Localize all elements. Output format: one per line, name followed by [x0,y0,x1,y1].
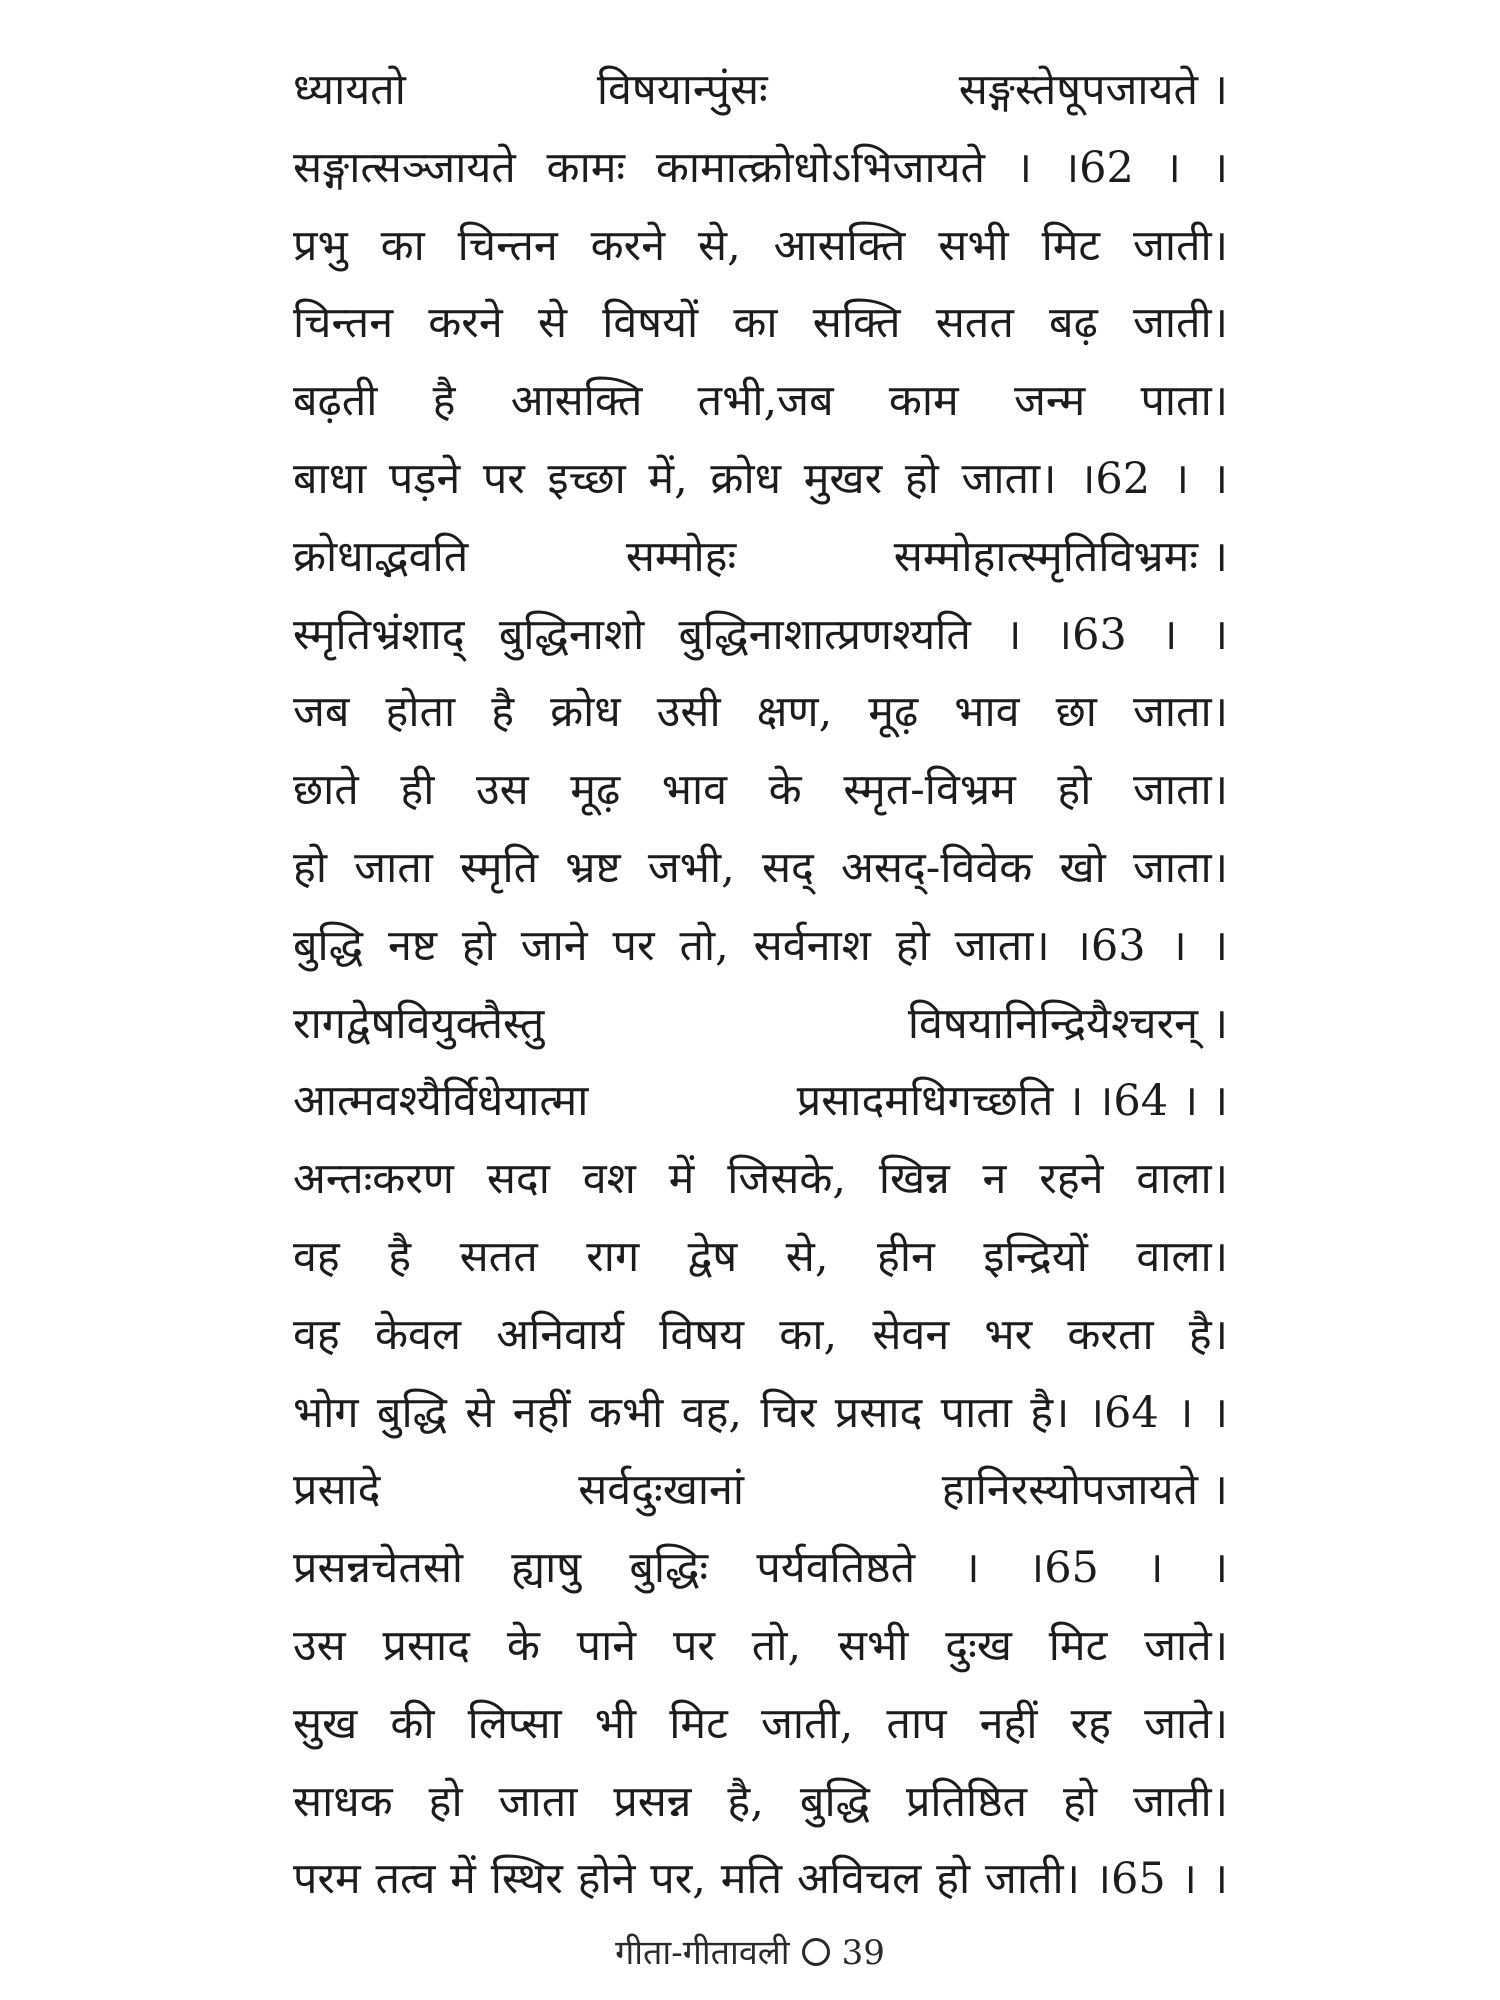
translation-63-line-3: हो जाता स्मृति भ्रष्ट जभी, सद् असद्-विवेक खो जाता। [293,842,1228,893]
shloka-word: हानिरस्योपजायते । [941,1465,1228,1516]
circle-icon [802,1938,830,1966]
shloka-word: क्रोधाद्भवति [293,531,469,582]
translation-63-line-4: बुद्धि नष्ट हो जाने पर तो, सर्वनाश हो जाता। ।63 । । [293,920,1228,971]
translation-63-line-1: जब होता है क्रोध उसी क्षण, मूढ़ भाव छा जाता। [293,687,1228,738]
translation-62-line-2: चिन्तन करने से विषयों का सक्ति सतत बढ़ जाती। [293,298,1228,349]
translation-65-line-3: साधक हो जाता प्रसन्न है, बुद्धि प्रतिष्ठित हो जाती। [293,1776,1228,1827]
shloka-word: सम्मोहात्स्मृतिविभ्रमः । [893,531,1228,582]
translation-65-line-2: सुख की लिप्सा भी मिट जाती, ताप नहीं रह जाते। [293,1698,1228,1749]
book-title: गीता-गीतावली [615,1933,790,1973]
shloka-65-line-2: प्रसन्नचेतसो ह्याषु बुद्धिः पर्यवतिष्ठते । ।65 । । [293,1543,1228,1594]
shloka-word: आत्मवश्यैर्विधेयात्मा [293,1076,589,1127]
translation-62-line-4: बाधा पड़ने पर इच्छा में, क्रोध मुखर हो जाता। ।62 । । [293,453,1228,504]
shloka-65-line-1 [293,1452,1228,1530]
page-number: 39 [841,1933,885,1973]
shloka-62-line-2: सङ्गात्सञ्जायते कामः कामात्क्रोधोऽभिजायते । ।62 । । [293,142,1228,193]
shloka-word: विषयानिन्द्रियैश्चरन् । [907,998,1228,1049]
shloka-64-line-2 [293,1063,1228,1141]
translation-65-line-4: परम तत्व में स्थिर होने पर, मति अविचल हो जाती। ।65 । । [293,1854,1228,1905]
shloka-word: सम्मोहः [625,531,737,582]
translation-64-line-3: वह केवल अनिवार्य विषय का, सेवन भर करता है। [293,1309,1228,1360]
shloka-word: सङ्गस्तेषूपजायते । [958,65,1228,115]
shloka-63-line-2: स्मृतिभ्रंशाद् बुद्धिनाशो बुद्धिनाशात्प्रणश्यति । ।63 । । [293,609,1228,660]
translation-62-line-1: प्रभु का चिन्तन करने से, आसक्ति सभी मिट जाती। [293,220,1228,271]
shloka-64-line-1 [293,986,1228,1064]
shloka-63-line-1 [293,519,1228,597]
shloka-word: रागद्वेषवियुक्तैस्तु [293,998,545,1049]
translation-64-line-2: वह है सतत राग द्वेष से, हीन इन्द्रियों वाला। [293,1231,1228,1282]
shloka-word: सर्वदुःखानां [578,1465,745,1516]
shloka-word: प्रसादमधिगच्छति । ।64 । । [796,1076,1228,1127]
shloka-62-line-1 [293,52,1228,130]
translation-62-line-3: बढ़ती है आसक्ति तभी,जब काम जन्म पाता। [293,376,1228,427]
shloka-word: ध्यायतो [293,65,406,115]
translation-65-line-1: उस प्रसाद के पाने पर तो, सभी दुःख मिट जाते। [293,1620,1228,1671]
translation-63-line-2: छाते ही उस मूढ़ भाव के स्मृत-विभ्रम हो जाता। [293,765,1228,816]
shloka-word: प्रसादे [293,1465,381,1516]
verse-text-block [293,52,1228,1919]
translation-64-line-4: भोग बुद्धि से नहीं कभी वह, चिर प्रसाद पाता है। ।64 । । [293,1387,1228,1438]
shloka-word: विषयान्पुंसः [596,65,768,115]
page-footer [0,1928,1500,1974]
translation-64-line-1: अन्तःकरण सदा वश में जिसके, खिन्न न रहने वाला। [293,1154,1228,1205]
